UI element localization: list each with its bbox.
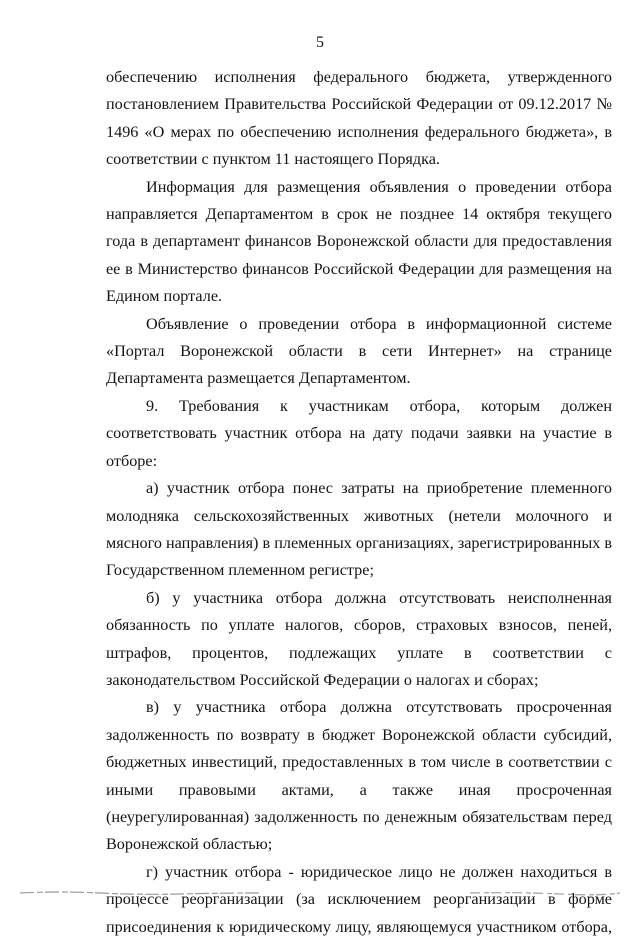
list-item-v: в) у участника отбора должна отсутствовать просроченная задолженность по возврату в бюджет Воронежской области субсидий, бюджетных инвестиций, предоставленных в том числе в соответствии с иными правовыми актами, а также иная просроченная (неурегулированная) задолженность по денежным обязательствам перед Воронежской областью; bbox=[106, 698, 612, 854]
document-body bbox=[106, 64, 612, 941]
list-item-a: а) участник отбора понес затраты на приобретение племенного молодняка сельскохозяйственных животных (нетели молочного и мясного направления) в племенных организациях, зарегистрированных в Государственном племенном регистре; bbox=[106, 479, 612, 580]
paragraph-requirements-heading: 9. Требования к участникам отбора, которым должен соответствовать участник отбора на дату подачи заявки на участие в отборе: bbox=[106, 396, 612, 470]
scan-edge-artifact bbox=[0, 888, 640, 898]
paragraph-continuation: обеспечению исполнения федерального бюджета, утвержденного постановлением Правительства Российской Федерации от 09.12.2017 № 1496 «О мерах по обеспечению исполнения федерального бюджета», в соответствии с пунктом 11 настоящего Порядка. bbox=[106, 68, 612, 169]
page-number: 5 bbox=[316, 34, 324, 51]
list-item-g: г) участник отбора - юридическое лицо не должен находиться в процессе реорганизации (за исключением реорганизации в форме присоединения к юридическому лицу, являющемуся участником отбора, bbox=[106, 862, 612, 936]
list-item-b: б) у участника отбора должна отсутствовать неисполненная обязанность по уплате налогов, сборов, страховых взносов, пеней, штрафов, процентов, подлежащих уплате в соответствии с законодательством Российской Федерации о налогах и сборах; bbox=[106, 588, 612, 689]
paragraph-information: Информация для размещения объявления о проведении отбора направляется Департаментом в срок не позднее 14 октября текущего года в департамент финансов Воронежской области для предоставления ее в Министерство финансов Российской Федерации для размещения на Едином портале. bbox=[106, 177, 612, 306]
paragraph-announcement: Объявление о проведении отбора в информационной системе «Портал Воронежской области в сети Интернет» на странице Департамента размещается Департаментом. bbox=[106, 314, 612, 388]
